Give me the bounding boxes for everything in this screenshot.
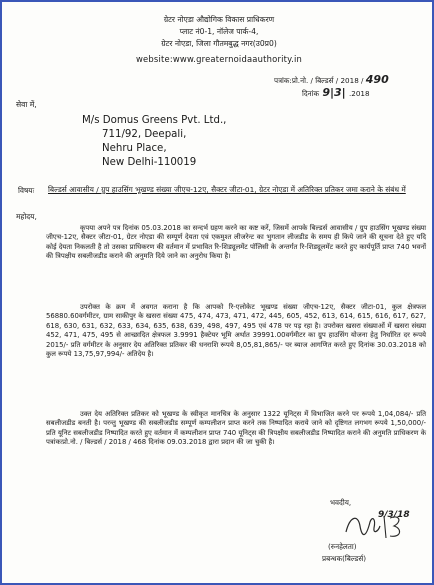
address-line-4: New Delhi-110019	[102, 157, 197, 168]
signatory-name: (रुनहेलता)	[328, 542, 357, 551]
letterhead-org-name: ग्रेटर नोएडा औद्योगिक विकास प्राधिकरण	[163, 15, 275, 24]
salutation-to: सेवा में,	[16, 100, 37, 109]
subject-text	[48, 185, 420, 196]
body-paragraph-1: कृपया अपने पत्र दिनांक 05.03.2018 का सन्दर्भ ग्रहण करने का कष्ट करें, जिसमें आपके बिल्डर्स आवासीय / ग्रुप हाउसिंग भूखण्ड संख्या जीएच-12ए, सैक्टर जीटा-01, ग्रेटर नोएडा की सम्पूर्ण देयता एवं एकमुश्त लीजरेन्ट का भुगतान लीजडीड के समय ही किये जाने की सूचना देते हुए यदि कोई देयता निकलती है तो उसका प्राधिकरण की वर्तमान में प्रभावित रि-शिड्यूलमेंट पॉलिसी के अन्तर्गत रि-शिड्यूलमेंट करते हुए कार्यपूर्ति प्राप्त 740 भवनों की त्रिपक्षीय सबलीजडीड कराने की अनुमति दिये जाने का अनुरोध किया है।	[46, 224, 426, 261]
date-handwritten: 9|3|	[322, 86, 346, 99]
signatory-designation: प्रबन्धक(बिल्डर्स)	[322, 554, 366, 563]
body-paragraph-2: उपरोक्त के क्रम में अवगत कराना है कि आपको रि-एलोकेट भूखण्ड संख्या जीएच-12ए, सैक्टर जीटा-01, कुल क्षेत्रफल 56880.60वर्गमीटर, ग्राम साकीपुर के खसरा संख्या 475, 474, 473, 471, 472, 445, 605, 452, 613, 614, 615, 616, 617, 627, 618, 630, 631, 632, 633, 634, 635, 638, 639, 498, 497, 495 एवं 478 पर पड़ रहा है। उपरोक्त खसरा संख्याओं में खसरा संख्या 452, 471, 475, 495 से आच्छादित क्षेत्रफल 3.9991 हैक्टेयर भूमि अर्थात 39991.00वर्गमीटर का ग्रुप हाउसिंग योजना हेतु निर्धारित दर रूपये 2015/- प्रति वर्गमीटर के अनुसार देय अतिरिक्त प्रतिकर की धनराशि रूपये 8,05,81,865/- पर ब्याज आगणित करते हुए दिनांक 30.03.2018 को कुल रूपये 13,75,97,994/- अतिदेय है।	[46, 303, 426, 359]
reference-number	[274, 73, 389, 86]
address-line-3: Nehru Place,	[102, 143, 167, 154]
reference-handwritten-number: 490	[365, 73, 389, 86]
greeting: महोदय,	[16, 212, 37, 221]
subject-label: विषयः	[18, 186, 35, 195]
reference-date	[302, 86, 370, 99]
letterhead-address-line1: प्लाट नं0-1, नॉलेज पार्क-4,	[179, 27, 259, 36]
reference-prefix: पत्रांक:प्रो.नो. / बिल्डर्स / 2018 /	[274, 76, 364, 85]
letterhead-website: website:www.greaternoidaauthority.in	[136, 54, 302, 64]
closing-bhavdiya: भवदीय,	[330, 498, 352, 507]
address-line-1: M/s Domus Greens Pvt. Ltd.,	[82, 115, 227, 126]
signature-area	[340, 508, 410, 542]
date-label: दिनांक	[302, 89, 320, 98]
address-line-2: 711/92, Deepali,	[102, 129, 187, 140]
date-year: .2018	[349, 89, 370, 98]
signature-handwritten-date: 9/3/18	[378, 510, 410, 520]
body-paragraph-3: उक्त देय अतिरिक्त प्रतिकर को भूखण्ड के स्वीकृत मानचित्र के अनुसार 1322 यूनिट्स में विभाजित करने पर रूपये 1,04,084/- प्रति सबलीजडीड बनती है। परन्तु भूखण्ड की सबलीजडीड सम्पूर्ण कम्पलीशन प्राप्त करने तक निष्पादित कराये जाने को दृष्टिगत लगभग रूपये 1,50,000/- प्रति यूनिट सबलीजडीड निष्पादित करते हुए वर्तमान में कम्पलीशन प्राप्त 740 यूनिट्स की त्रिपक्षीय सबलीजडीड निष्पादित कराने की अनुमति प्राधिकरण के पत्रांकःप्रो.नो. / बिल्डर्स / 2018 / 468 दिनांक 09.03.2018 द्वारा प्रदान की जा चुकी है।	[46, 410, 426, 447]
letterhead-address-line2: ग्रेटर नोएडा, जिला गौतमबुद्ध नगर(उ0प्र0)	[161, 39, 277, 48]
subject-text-content: बिल्डर्स आवासीय / ग्रुप हाउसिंग भूखण्ड संख्या जीएच-12ए, सैक्टर जीटा-01, ग्रेटर नोएडा में अतिरिक्त प्रतिकर जमा कराने के संबंध में	[48, 185, 406, 194]
